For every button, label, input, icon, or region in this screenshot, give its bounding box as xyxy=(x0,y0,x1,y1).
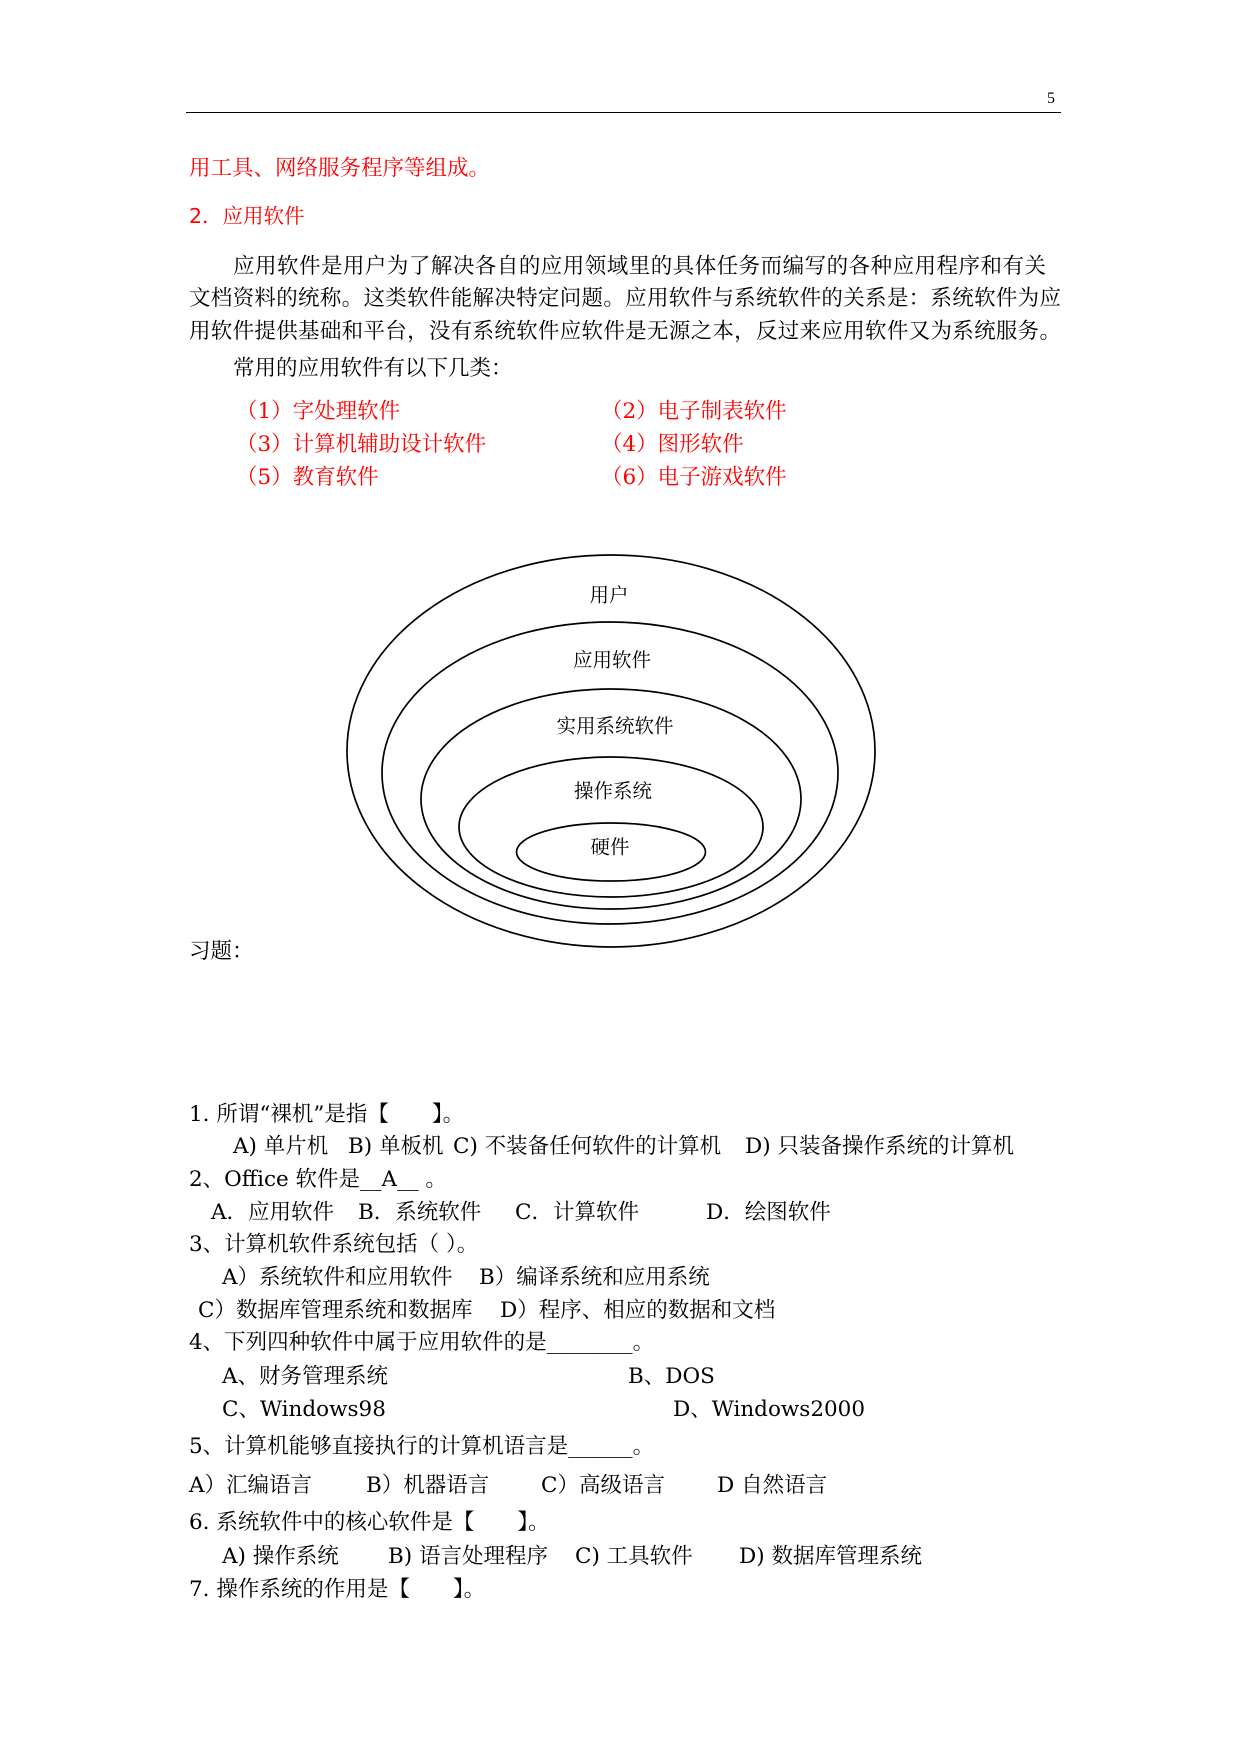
question-option: C）高级语言 xyxy=(541,1473,665,1498)
question-stem: 6. 系统软件中的核心软件是【 】。 xyxy=(189,1510,550,1535)
question-stem: 4、下列四种软件中属于应用软件的是________。 xyxy=(189,1330,655,1355)
question-option: B．系统软件 xyxy=(358,1200,482,1225)
layer-ellipse-users xyxy=(347,555,875,947)
category-item: （6）电子游戏软件 xyxy=(601,465,787,490)
category-item: （5）教育软件 xyxy=(236,465,379,490)
layer-label-utility: 实用系统软件 xyxy=(556,714,674,738)
question-option: B、DOS xyxy=(628,1364,715,1389)
list-intro: 常用的应用软件有以下几类： xyxy=(233,356,513,381)
question-option: B）编译系统和应用系统 xyxy=(479,1265,710,1290)
continued-line: 用工具、网络服务程序等组成。 xyxy=(189,156,491,181)
question-stem: 1. 所谓“裸机”是指【 】。 xyxy=(189,1102,465,1127)
question-option: D 自然语言 xyxy=(717,1473,828,1498)
question-option: A) 单片机 xyxy=(233,1134,329,1159)
header-rule xyxy=(186,112,1061,113)
question-stem: 5、计算机能够直接执行的计算机语言是______。 xyxy=(189,1434,655,1459)
question-option: C）数据库管理系统和数据库 xyxy=(198,1298,473,1323)
page-number: 5 xyxy=(1047,90,1055,107)
question-option: D) 只装备操作系统的计算机 xyxy=(745,1134,1014,1159)
layer-label-users: 用户 xyxy=(589,583,629,607)
question-option: C、Windows98 xyxy=(222,1397,386,1422)
question-option: A、财务管理系统 xyxy=(222,1364,389,1389)
question-option: C．计算软件 xyxy=(515,1200,639,1225)
paragraph-line: 用软件提供基础和平台，没有系统软件应软件是无源之本，反过来应用软件又为系统服务。 xyxy=(189,319,1061,344)
layer-label-os: 操作系统 xyxy=(573,779,653,803)
question-option: C) 工具软件 xyxy=(575,1544,693,1569)
question-option: D、Windows2000 xyxy=(673,1397,866,1422)
question-option: D．绘图软件 xyxy=(706,1200,831,1225)
question-option: D) 数据库管理系统 xyxy=(739,1544,922,1569)
question-option: D）程序、相应的数据和文档 xyxy=(500,1298,776,1323)
question-stem: 2、Office 软件是__A__ 。 xyxy=(189,1167,447,1192)
layer-ellipse-os xyxy=(459,757,763,897)
question-option: B) 语言处理程序 xyxy=(388,1544,549,1569)
paragraph-line: 文档资料的统称。这类软件能解决特定问题。应用软件与系统软件的关系是：系统软件为应 xyxy=(189,286,1061,311)
question-stem: 3、计算机软件系统包括（ ）。 xyxy=(189,1232,479,1257)
software-layers-diagram xyxy=(340,548,885,954)
category-item: （3）计算机辅助设计软件 xyxy=(236,432,487,457)
question-option: C) 不装备任何软件的计算机 xyxy=(453,1134,722,1159)
category-item: （4）图形软件 xyxy=(601,432,744,457)
question-option: B) 单板机 xyxy=(348,1134,444,1159)
paragraph-line: 应用软件是用户为了解决各自的应用领域里的具体任务而编写的各种应用程序和有关 xyxy=(233,254,1046,279)
section-heading: 2．应用软件 xyxy=(189,204,305,228)
exercises-heading: 习题： xyxy=(189,939,254,964)
question-option: A) 操作系统 xyxy=(222,1544,339,1569)
category-item: （1）字处理软件 xyxy=(236,399,401,424)
layer-label-application: 应用软件 xyxy=(572,648,652,672)
question-stem: 7. 操作系统的作用是【 】。 xyxy=(189,1577,486,1602)
category-item: （2）电子制表软件 xyxy=(601,399,787,424)
question-option: A）系统软件和应用软件 xyxy=(222,1265,453,1290)
layer-label-hardware: 硬件 xyxy=(590,835,630,859)
question-option: B）机器语言 xyxy=(366,1473,490,1498)
question-option: A．应用软件 xyxy=(211,1200,335,1225)
question-option: A）汇编语言 xyxy=(189,1473,313,1498)
